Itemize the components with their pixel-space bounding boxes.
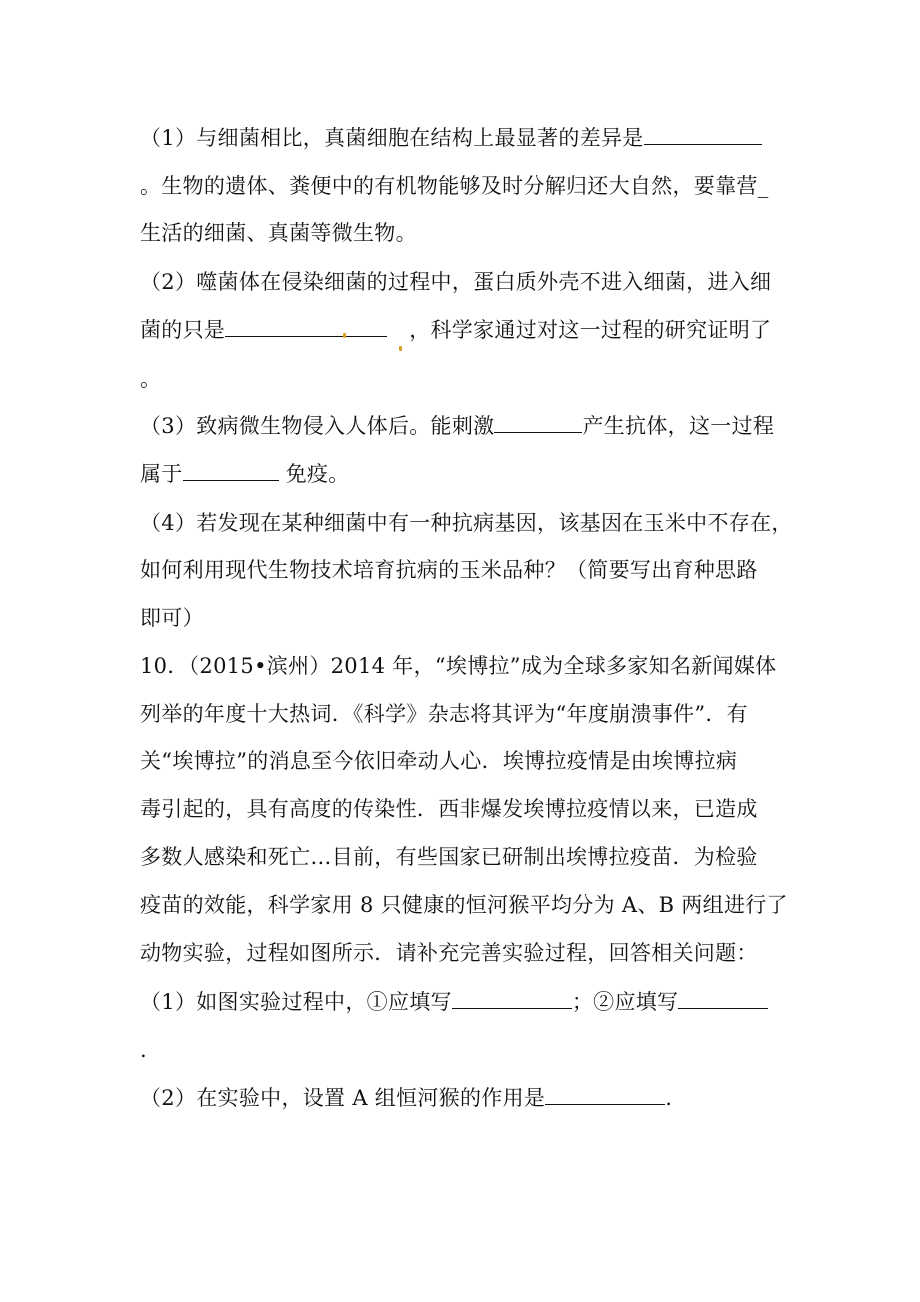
q9-p3-line2: 属于 免疫。 [140,462,350,486]
q10-line: 疫苗的效能，科学家用 8 只健康的恒河猴平均分为 A、B 两组进行了 [140,893,788,917]
q9-p1-line1: （1）与细菌相比，真菌细胞在结构上最显著的差异是 [140,124,762,152]
q9-p4-line3: 即可） [140,606,204,630]
answer-blank[interactable] [225,316,387,337]
mark-dot [343,333,346,338]
q10-sub2-line: （2）在实验中，设置 A 组恒河猴的作用是 . [140,1086,673,1110]
q9-p1-line3: 生活的细菌、真菌等微生物。 [140,221,417,245]
q10-line: 列举的年度十大热词．《科学》杂志将其评为“年度崩溃事件”．有 [140,702,748,726]
q9-p2-line1: （2）噬菌体在侵染细菌的过程中，蛋白质外壳不进入细菌，进入细 [140,270,772,294]
q9-p1-line2: 。生物的遗体、粪便中的有机物能够及时分解归还大自然，要靠营_ [140,174,769,198]
answer-blank[interactable] [183,460,279,481]
q10-line: 关“埃博拉”的消息至今依旧牵动人心．埃博拉疫情是由埃博拉病 [140,749,738,773]
q9-p4-line2: 如何利用现代生物技术培育抗病的玉米品种？（简要写出育种思路 [140,558,758,582]
mark-dot [399,346,402,351]
q10-sub1-end: . [140,1038,147,1062]
q10-line: 多数人感染和死亡…目前，有些国家已研制出埃博拉疫苗．为检验 [140,845,758,869]
q9-p2-line2: 菌的只是 ，科学家通过对这一过程的研究证明了 [140,316,771,344]
q9-p2-line3: 。 [140,367,162,391]
answer-blank[interactable] [452,988,572,1009]
q9-p3-line1: （3）致病微生物侵入人体后。能刺激 产生抗体，这一过程 [140,414,775,438]
q10-line: 毒引起的，具有高度的传染性．西非爆发埃博拉疫情以来，已造成 [140,797,758,821]
q10-sub1-line: （1）如图实验过程中，①应填写 ；②应填写 [140,988,768,1016]
answer-blank[interactable] [678,988,768,1009]
answer-blank[interactable] [494,412,582,433]
answer-blank[interactable] [644,124,762,145]
q9-p4-line1: （4）若发现在某种细菌中有一种抗病基因，该基因在玉米中不存在， [140,511,793,535]
q10-line: 动物实验，过程如图所示．请补充完善实验过程，回答相关问题： [140,941,758,965]
q10-line: 10．（2015•滨州）2014 年，“埃博拉”成为全球多家知名新闻媒体 [140,654,777,678]
answer-blank[interactable] [545,1084,665,1105]
